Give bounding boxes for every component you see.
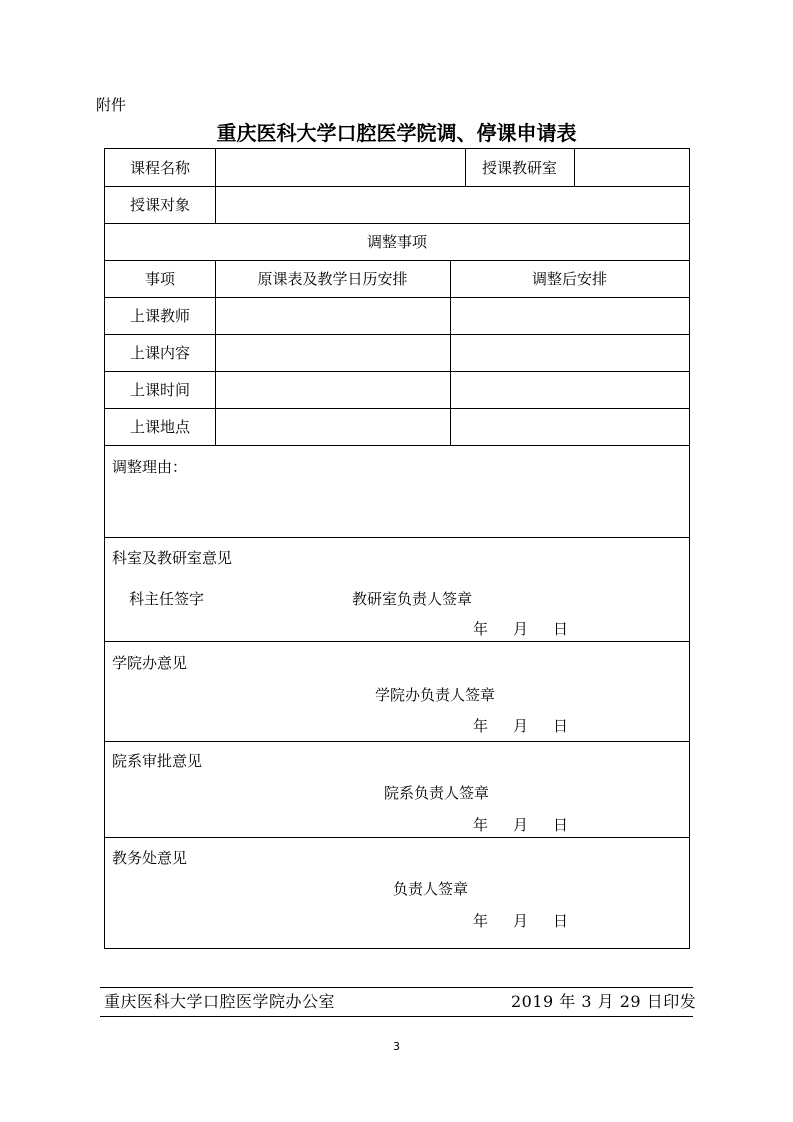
row-divider (105, 445, 689, 446)
row-divider (105, 223, 689, 224)
application-form (104, 148, 690, 949)
row-divider (105, 641, 689, 642)
academic-affairs-opinion-title: 教务处意见 (112, 849, 188, 867)
column-header-original: 原课表及教学日历安排 (257, 270, 408, 288)
date-day: 日 (553, 912, 569, 930)
adjust-items-header: 调整事项 (366, 233, 427, 251)
college-office-opinion-title: 学院办意见 (112, 654, 188, 672)
location-original-field[interactable] (216, 409, 449, 444)
reason-field[interactable] (113, 481, 683, 533)
date-day: 日 (553, 816, 569, 834)
dept-opinion-title: 科室及教研室意见 (112, 549, 233, 567)
row-divider (105, 260, 689, 261)
time-adjusted-field[interactable] (451, 372, 689, 407)
footer-issuer: 重庆医科大学口腔医学院办公室 (104, 992, 336, 1011)
page-number: 3 (393, 1040, 400, 1053)
faculty-sign-label: 院系负责人签章 (384, 784, 490, 802)
date-month: 月 (513, 912, 529, 930)
office-head-sign-label: 教研室负责人签章 (352, 590, 473, 608)
date-year: 年 (473, 717, 489, 735)
attachment-label: 附件 (96, 96, 127, 114)
faculty-opinion-title: 院系审批意见 (112, 752, 203, 770)
date-month: 月 (513, 620, 529, 638)
row-divider (105, 537, 689, 538)
time-original-field[interactable] (216, 372, 449, 407)
content-adjusted-field[interactable] (451, 335, 689, 370)
footer-issue-date: 2019 年 3 月 29 日印发 (511, 992, 697, 1011)
academic-affairs-sign-label: 负责人签章 (393, 880, 469, 898)
date-day: 日 (553, 620, 569, 638)
date-year: 年 (473, 620, 489, 638)
teacher-original-field[interactable] (216, 298, 449, 333)
row-divider (105, 741, 689, 742)
target-field[interactable] (216, 187, 689, 222)
teaching-office-label: 授课教研室 (481, 159, 557, 177)
column-header-adjusted: 调整后安排 (531, 270, 607, 288)
row-label-time: 上课时间 (129, 381, 190, 399)
date-month: 月 (513, 717, 529, 735)
college-office-sign-label: 学院办负责人签章 (375, 686, 496, 704)
form-title: 重庆医科大学口腔医学院调、停课申请表 (216, 121, 577, 145)
course-name-label: 课程名称 (129, 159, 190, 177)
date-year: 年 (473, 912, 489, 930)
teaching-office-field[interactable] (575, 150, 689, 185)
row-label-teacher: 上课教师 (129, 307, 190, 325)
reason-label: 调整理由： (112, 458, 188, 476)
footer-top-rule (100, 987, 693, 988)
date-day: 日 (553, 717, 569, 735)
location-adjusted-field[interactable] (451, 409, 689, 444)
date-month: 月 (513, 816, 529, 834)
content-original-field[interactable] (216, 335, 449, 370)
date-year: 年 (473, 816, 489, 834)
row-divider (105, 837, 689, 838)
course-name-field[interactable] (216, 150, 464, 185)
teacher-adjusted-field[interactable] (451, 298, 689, 333)
column-header-item: 事项 (144, 270, 175, 288)
row-label-location: 上课地点 (129, 418, 190, 436)
director-sign-label: 科主任签字 (129, 590, 205, 608)
row-label-content: 上课内容 (129, 344, 190, 362)
target-label: 授课对象 (129, 196, 190, 214)
footer-bottom-rule (100, 1016, 693, 1017)
